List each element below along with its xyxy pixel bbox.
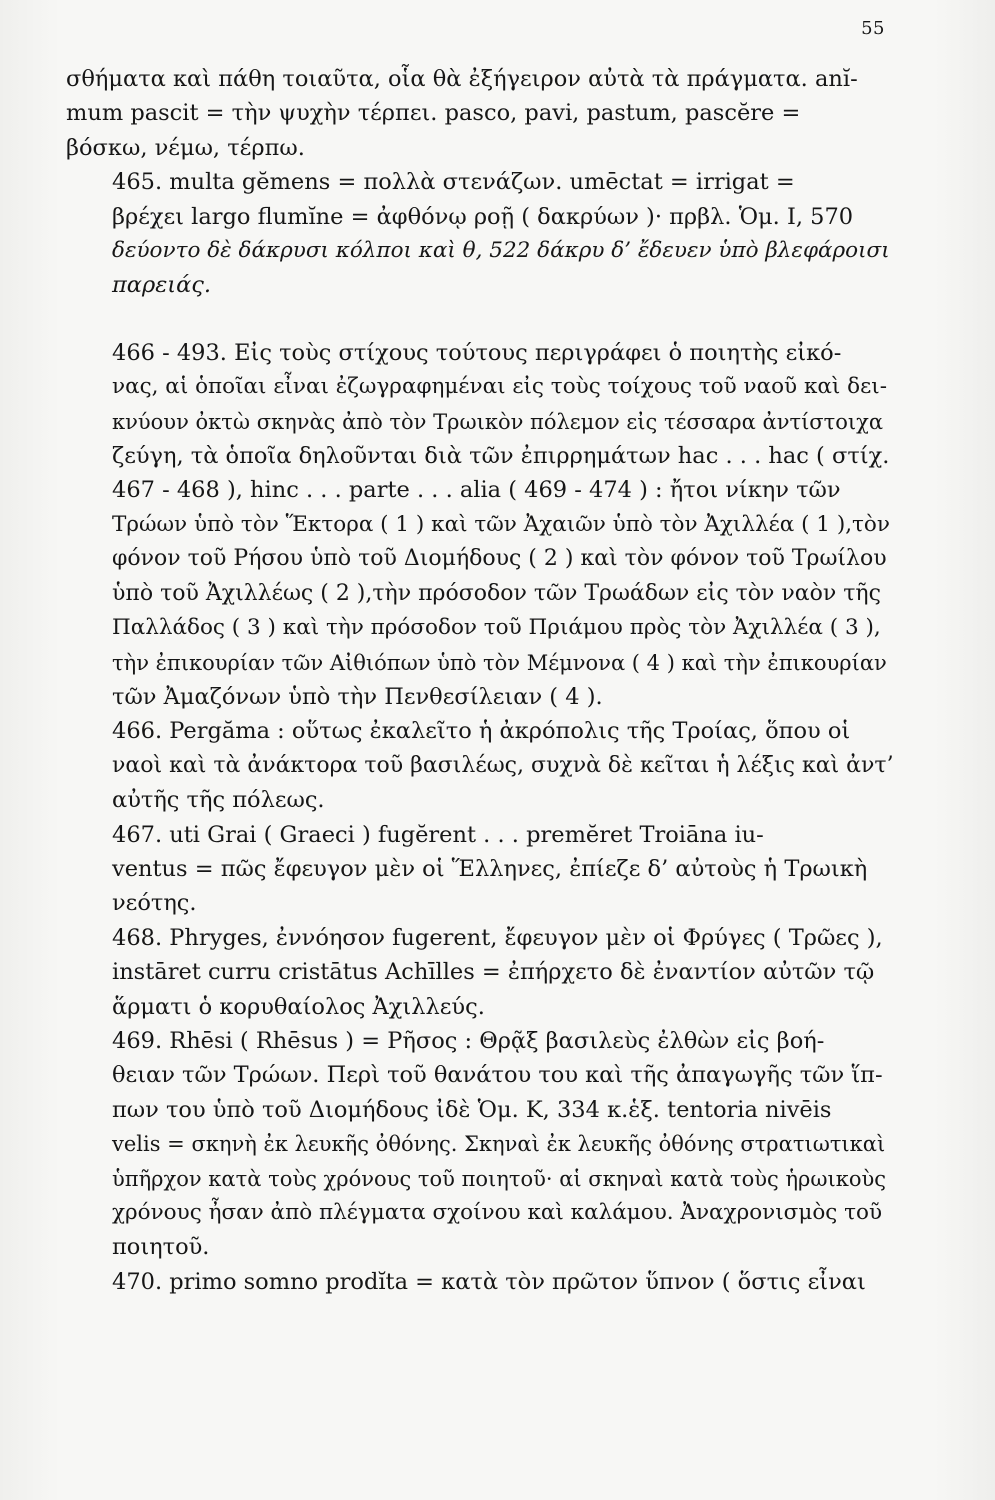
text-line: αὐτῆς τῆς πόλεως. bbox=[112, 787, 325, 814]
text-line: θειαν τῶν Τρώων. Περὶ τοῦ θανάτου του καὶ τῆς ἀπαγωγῆς τῶν ἵπ- bbox=[112, 1062, 883, 1089]
text-line: παρειάς. bbox=[112, 272, 212, 299]
text-line: ὑπῆρχον κατὰ τοὺς χρόνους τοῦ ποιητοῦ· αἱ σκηναὶ κατὰ τοὺς ἡρωικοὺς bbox=[112, 1166, 887, 1191]
text-line: 465. multa gĕmens = πολλὰ στενάζων. umēctat = irrigat = bbox=[112, 169, 795, 196]
paragraph-note-470 bbox=[66, 1265, 894, 1299]
paragraph-continuation bbox=[66, 62, 894, 165]
text-line: νας, αἱ ὁποῖαι εἶναι ἐζωγραφημέναι εἰς τοὺς τοίχους τοῦ ναοῦ καὶ δει- bbox=[112, 374, 887, 400]
text-line: 467. uti Grai ( Graeci ) fugĕrent . . . premĕret Troiāna iu- bbox=[112, 821, 764, 848]
text-line: βόσκω, νέμω, τέρπω. bbox=[66, 134, 305, 161]
text-line: ventus = πῶς ἔφευγον μὲν οἱ Ἕλληνες, ἐπίεζε δ’ αὐτοὺς ἡ Τρωικὴ bbox=[112, 855, 868, 882]
text-line: πων του ὑπὸ τοῦ Διομήδους ἰδὲ Ὁμ. Κ, 334 κ.ἑξ. tentoria nivēis bbox=[112, 1096, 832, 1123]
paragraph-note-466-493 bbox=[66, 336, 894, 714]
text-line: ζεύγη, τὰ ὁποῖα δηλοῦνται διὰ τῶν ἐπιρρημάτων hac . . . hac ( στίχ. bbox=[112, 443, 890, 470]
text-line: φόνον τοῦ Ρήσου ὑπὸ τοῦ Διομήδους ( 2 ) καὶ τὸν φόνον τοῦ Τρωίλου bbox=[112, 546, 887, 572]
text-line: νεότης. bbox=[112, 890, 197, 917]
text-line: σθήματα καὶ πάθη τοιαῦτα, οἷα θὰ ἐξήγειρον αὐτὰ τὰ πράγματα. anĭ- bbox=[66, 66, 858, 92]
paragraph-note-466 bbox=[66, 714, 894, 817]
text-line: τὴν ἐπικουρίαν τῶν Αἰθιόπων ὑπὸ τὸν Μέμνονα ( 4 ) καὶ τὴν ἐπικουρίαν bbox=[112, 650, 887, 675]
text-line: 468. Phryges, ἐννόησον fugerent, ἔφευγον μὲν οἱ Φρύγες ( Τρῶες ), bbox=[112, 924, 883, 951]
text-line: ναοὶ καὶ τὰ ἀνάκτορα τοῦ βασιλέως, συχνὰ δὲ κεῖται ἡ λέξις καὶ ἀντ’ bbox=[112, 752, 894, 778]
text-line: instāret curru cristātus Achīlles = ἐπήρχετο δὲ ἐναντίον αὐτῶν τῷ bbox=[112, 959, 875, 986]
paragraph-note-467 bbox=[66, 818, 894, 921]
text-line: δεύοντο δὲ δάκρυσι κόλποι καὶ θ, 522 δάκρυ δ’ ἔδευεν ὑπὸ βλεφάροισι bbox=[112, 238, 890, 264]
text-line: Παλλάδος ( 3 ) καὶ τὴν πρόσοδον τοῦ Πριάμου πρὸς τὸν Ἀχιλλέα ( 3 ), bbox=[112, 615, 881, 641]
text-line: ἅρματι ὁ κορυθαίολος Ἀχιλλεύς. bbox=[112, 993, 485, 1020]
text-line: ποιητοῦ. bbox=[112, 1234, 210, 1261]
text-line: velis = σκηνὴ ἐκ λευκῆς ὀθόνης. Σκηναὶ ἐκ λευκῆς ὀθόνης στρατιωτικαὶ bbox=[112, 1132, 886, 1157]
paragraph-note-468 bbox=[66, 921, 894, 1024]
text-line: Τρώων ὑπὸ τὸν Ἕκτορα ( 1 ) καὶ τῶν Ἀχαιῶν ὑπὸ τὸν Ἀχιλλέα ( 1 ),τὸν bbox=[112, 511, 890, 537]
text-line: 470. primo somno prodĭta = κατὰ τὸν πρῶτον ὕπνον ( ὅστις εἶναι bbox=[112, 1268, 866, 1295]
text-line: κνύουν ὀκτὼ σκηνὰς ἀπὸ τὸν Τρωικὸν πόλεμον εἰς τέσσαρα ἀντίστοιχα bbox=[112, 409, 884, 434]
text-line: χρόνους ἦσαν ἀπὸ πλέγματα σχοίνου καὶ καλάμου. Ἀναχρονισμὸς τοῦ bbox=[112, 1200, 883, 1225]
commentary-text bbox=[66, 62, 894, 1299]
text-line: 466 - 493. Εἰς τοὺς στίχους τούτους περιγράφει ὁ ποιητὴς εἰκό- bbox=[112, 339, 842, 366]
text-line: ὑπὸ τοῦ Ἀχιλλέως ( 2 ),τὴν πρόσοδον τῶν Τρωάδων εἰς τὸν ναὸν τῆς bbox=[112, 580, 881, 606]
text-line: βρέχει largo flumĭne = ἀφθόνῳ ροῇ ( δακρύων )· πρβλ. Ὁμ. I, 570 bbox=[112, 203, 854, 230]
paragraph-note-469 bbox=[66, 1024, 894, 1265]
text-line: 466. Pergăma : οὕτως ἐκαλεῖτο ἡ ἀκρόπολις τῆς Τροίας, ὅπου οἱ bbox=[112, 718, 851, 745]
text-line: mum pascit = τὴν ψυχὴν τέρπει. pasco, pavi, pastum, pascĕre = bbox=[66, 100, 801, 127]
paragraph-note-465 bbox=[66, 165, 894, 303]
text-line: 469. Rhēsi ( Rhēsus ) = Ρῆσος : Θρᾷξ βασιλεὺς ἐλθὼν εἰς βοή- bbox=[112, 1027, 825, 1054]
text-line: τῶν Ἀμαζόνων ὑπὸ τὴν Πενθεσίλειαν ( 4 ). bbox=[112, 683, 603, 710]
text-line: 467 - 468 ), hinc . . . parte . . . alia ( 469 - 474 ) : ἤτοι νίκην τῶν bbox=[112, 477, 841, 504]
page-number: 55 bbox=[861, 18, 885, 39]
